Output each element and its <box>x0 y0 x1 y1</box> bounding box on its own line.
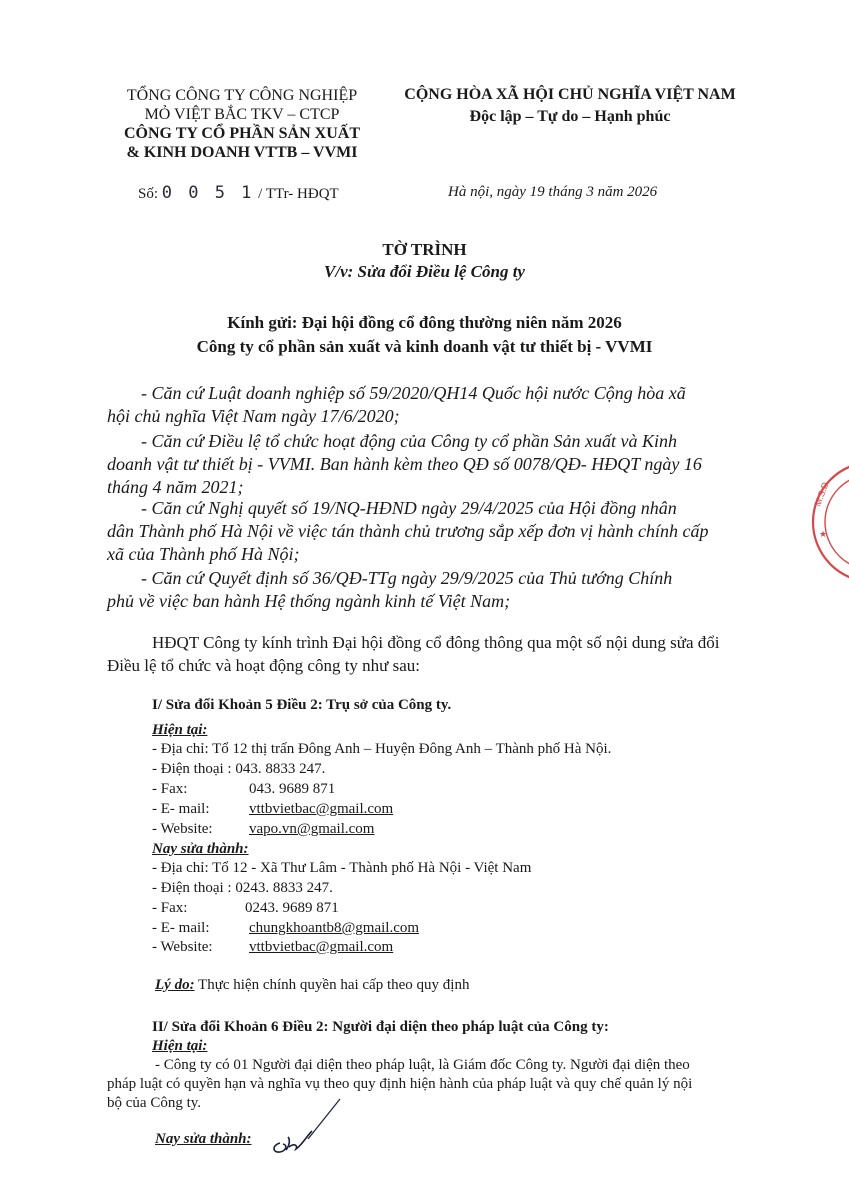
doc-number-suffix: / TTr- HĐQT <box>258 186 339 202</box>
reason-label: Lý do: <box>155 977 195 993</box>
section-1-new-email-label: - E- mail: <box>152 920 210 936</box>
section-1-current-website[interactable] <box>249 821 374 838</box>
doc-date: Hà nội, ngày 19 tháng 3 năm 2026 <box>448 184 658 200</box>
section-2-current-line-2: pháp luật có quyền hạn và nghĩa vụ theo quy định hiện hành của pháp luật và quy chế quản lý nội <box>107 1076 693 1092</box>
doc-subject: V/v: Sửa đổi Điều lệ Công ty <box>324 262 525 281</box>
doc-number-value: 0 0 5 1 <box>161 183 255 203</box>
phone-value: 0243. 8833 247. <box>235 880 333 896</box>
org-line-1: TỔNG CÔNG TY CÔNG NGHIỆP <box>126 87 358 104</box>
section-2-new-label: Nay sửa thành: <box>155 1131 252 1147</box>
intro-line-1: HĐQT Công ty kính trình Đại hội đồng cổ đông thông qua một số nội dung sửa đổi <box>152 633 720 652</box>
phone-label: - Điện thoại : <box>152 761 236 777</box>
basis-4-line-1: - Căn cứ Quyết định số 36/QĐ-TTg ngày 29/9/2025 của Thủ tướng Chính <box>141 568 673 588</box>
doc-title: TỜ TRÌNH <box>382 240 467 259</box>
section-1-new-address: - Địa chỉ: Tổ 12 - Xã Thư Lâm - Thành phố Hà Nội - Việt Nam <box>152 860 532 876</box>
basis-3-line-2: dân Thành phố Hà Nội về việc tán thành chủ trương sắp xếp đơn vị hành chính cấp <box>107 521 709 541</box>
section-1-new-fax: 0243. 9689 871 <box>245 900 339 916</box>
basis-4-line-2: phủ về việc ban hành Hệ thống ngành kinh tế Việt Nam; <box>107 591 511 611</box>
intro-line-2: Điều lệ tổ chức và hoạt động công ty như sau: <box>107 656 421 675</box>
section-2-current-label: Hiện tại: <box>152 1038 208 1054</box>
basis-2-line-3: tháng 4 năm 2021; <box>107 477 244 497</box>
website-link[interactable]: vttbvietbac@gmail.com <box>249 939 394 955</box>
doc-number-prefix: Số: <box>138 186 159 202</box>
section-2-current-line-3: bộ của Công ty. <box>107 1095 202 1111</box>
section-1-new-email[interactable] <box>249 920 419 937</box>
seal-text: M.S.D. <box>812 478 832 508</box>
org-line-3: CÔNG TY CỔ PHẦN SẢN XUẤT <box>123 125 360 142</box>
doc-number <box>138 183 339 203</box>
handwritten-initials <box>268 1095 348 1157</box>
section-1-new-website-label: - Website: <box>152 939 213 955</box>
phone-value: 043. 8833 247. <box>235 761 326 777</box>
section-1-new-label: Nay sửa thành: <box>152 841 249 857</box>
phone-label: - Điện thoại : <box>152 880 236 896</box>
basis-2-line-1: - Căn cứ Điều lệ tổ chức hoạt động của Công ty cổ phần Sản xuất và Kinh <box>141 431 678 451</box>
org-header <box>92 86 392 162</box>
section-1-current-email-label: - E- mail: <box>152 801 210 817</box>
section-2-current-line-1: - Công ty có 01 Người đại diện theo pháp luật, là Giám đốc Công ty. Người đại diện theo <box>155 1057 690 1073</box>
section-1-heading: I/ Sửa đổi Khoản 5 Điều 2: Trụ sở của Công ty. <box>152 697 452 713</box>
recipient-line-2: Công ty cổ phần sản xuất và kinh doanh vật tư thiết bị - VVMI <box>196 337 653 356</box>
basis-3-line-1: - Căn cứ Nghị quyết số 19/NQ-HĐND ngày 29/4/2025 của Hội đồng nhân <box>141 498 677 518</box>
section-1-current-phone <box>152 761 325 778</box>
svg-text:★: ★ <box>819 529 828 539</box>
basis-1-line-2: hội chủ nghĩa Việt Nam ngày 17/6/2020; <box>107 406 400 426</box>
section-1-current-address: - Địa chỉ: Tổ 12 thị trấn Đông Anh – Huyện Đông Anh – Thành phố Hà Nội. <box>152 741 612 757</box>
national-header <box>390 84 750 128</box>
org-line-4: & KINH DOANH VTTB – VVMI <box>126 144 358 161</box>
recipient-line-1: Kính gửi: Đại hội đồng cổ đông thường niên năm 2026 <box>227 313 622 332</box>
basis-1-line-1: - Căn cứ Luật doanh nghiệp số 59/2020/QH14 Quốc hội nước Cộng hòa xã <box>141 383 686 403</box>
email-link[interactable]: vttbvietbac@gmail.com <box>249 801 394 817</box>
section-1-current-fax-label: - Fax: <box>152 781 188 797</box>
section-1-current-email[interactable] <box>249 801 393 818</box>
national-motto: Độc lập – Tự do – Hạnh phúc <box>469 108 671 125</box>
website-link[interactable]: vapo.vn@gmail.com <box>249 821 375 837</box>
section-1-new-fax-label: - Fax: <box>152 900 188 916</box>
section-1-new-phone <box>152 880 333 897</box>
reason-text: Thực hiện chính quyền hai cấp theo quy định <box>194 977 470 993</box>
basis-2-line-2: doanh vật tư thiết bị - VVMI. Ban hành kèm theo QĐ số 0078/QĐ- HĐQT ngày 16 <box>107 454 702 474</box>
red-seal-icon <box>805 455 849 590</box>
section-1-current-label: Hiện tại: <box>152 722 208 738</box>
section-1-current-website-label: - Website: <box>152 821 213 837</box>
org-line-2: MỎ VIỆT BẮC TKV – CTCP <box>144 106 340 123</box>
section-1-new-website[interactable] <box>249 939 393 956</box>
section-1-reason <box>155 977 469 994</box>
section-2-heading: II/ Sửa đổi Khoản 6 Điều 2: Người đại diện theo pháp luật của Công ty: <box>152 1019 609 1035</box>
email-link[interactable]: chungkhoantb8@gmail.com <box>249 920 420 936</box>
national-title: CỘNG HÒA XÃ HỘI CHỦ NGHĨA VIỆT NAM <box>404 86 736 103</box>
basis-3-line-3: xã của Thành phố Hà Nội; <box>107 544 300 564</box>
section-1-current-fax: 043. 9689 871 <box>249 781 336 797</box>
